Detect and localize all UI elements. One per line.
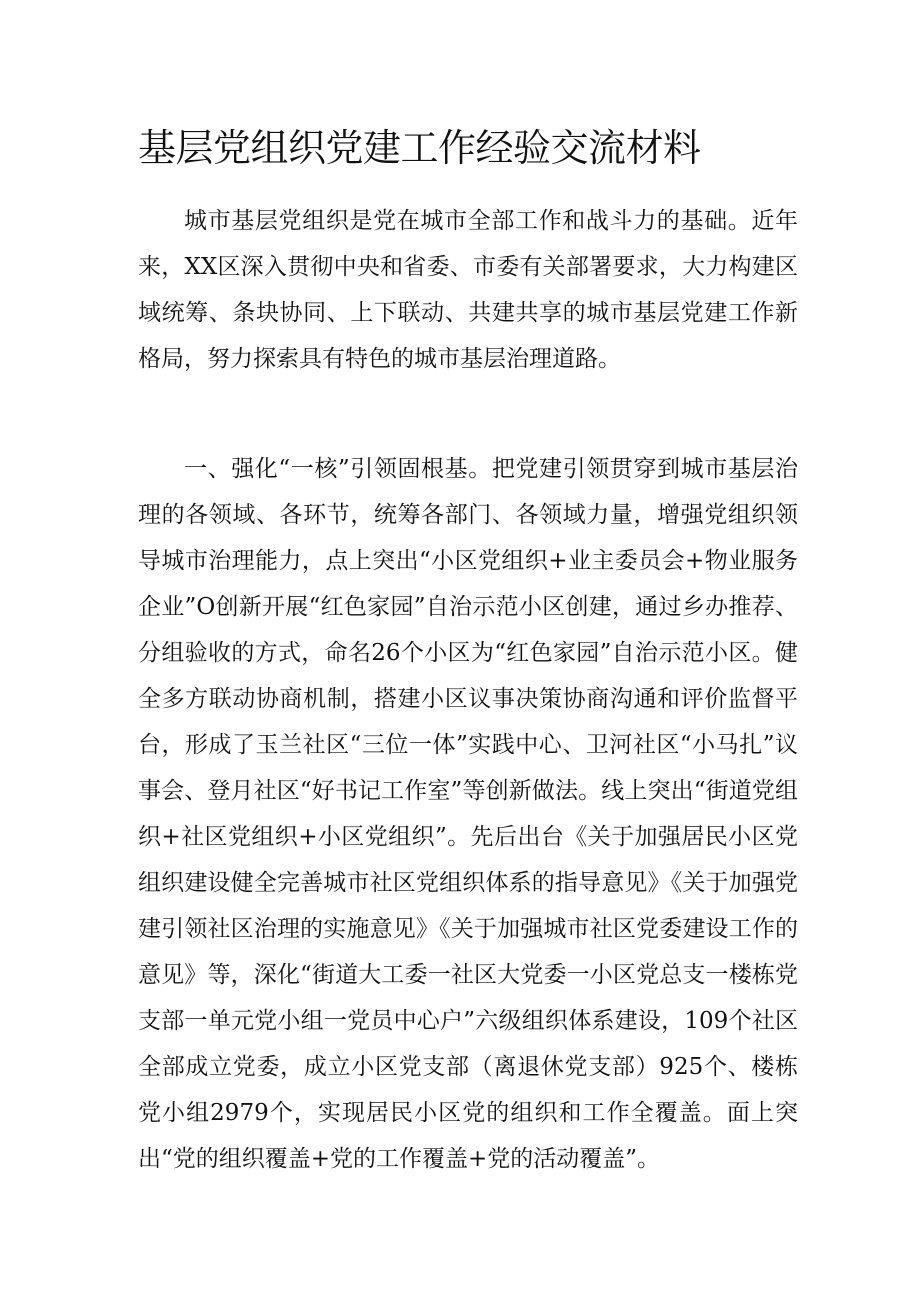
intro-paragraph: 城市基层党组织是党在城市全部工作和战斗力的基础。近年来，XX区深入贯彻中央和省委、市委有关部署要求，大力构建区域统筹、条块协同、上下联动、共建共享的城市基层党建工作新格局，努力探索具有特色的城市基层治理道路。: [138, 208, 798, 372]
section-one-paragraph: 一、强化“一核”引领固根基。把党建引领贯穿到城市基层治理的各领域、各环节，统筹各部门、各领域力量，增强党组织领导城市治理能力，点上突出“小区党组织+业主委员会+物业服务企业”O创新开展“红色家园”自治示范小区创建，通过乡办推荐、分组验收的方式，命名26个小区为“红色家园”自治示范小区。健全多方联动协商机制，搭建小区议事决策协商沟通和评价监督平台，形成了玉兰社区“三位一体”实践中心、卫河社区“小马扎”议事会、登月社区“好书记工作室”等创新做法。线上突出“街道党组织+社区党组织+小区党组织”。先后出台《关于加强居民小区党组织建设健全完善城市社区党组织体系的指导意见》《关于加强党建引领社区治理的实施意见》《关于加强城市社区党委建设工作的意见》等，深化“街道大工委一社区大党委一小区党总支一楼栋党支部一单元党小组一党员中心户”六级组织体系建设，109个社区全部成立党委，成立小区党支部（离退休党支部）925个、楼栋党小组2979个，实现居民小区党的组织和工作全覆盖。面上突出“党的组织覆盖+党的工作覆盖+党的活动覆盖”。: [138, 456, 798, 1172]
document-title: 基层党组织党建工作经验交流材料: [138, 126, 701, 170]
